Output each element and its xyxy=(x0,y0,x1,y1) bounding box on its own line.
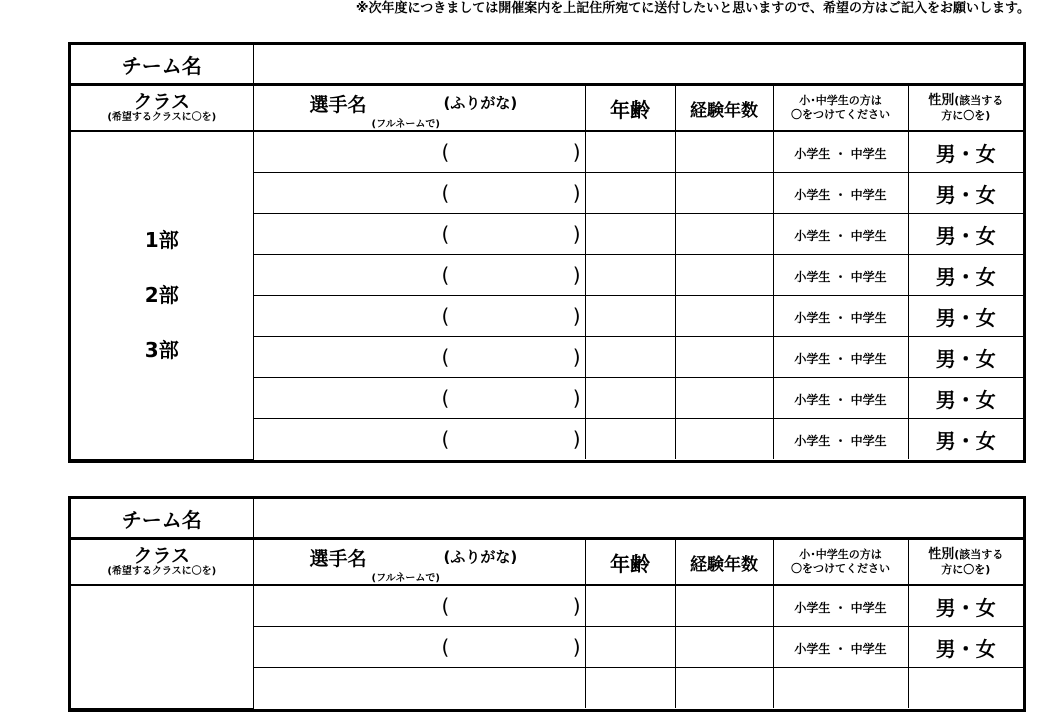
gender-choice[interactable]: 男・女 xyxy=(908,296,1023,337)
age-field[interactable] xyxy=(585,668,675,709)
player-name-field[interactable]: ( ) xyxy=(253,214,585,255)
team-name-field[interactable] xyxy=(253,499,1023,539)
gender-header: 性別(該当する 方に〇を) xyxy=(908,539,1023,586)
notice-text: ※次年度につきましては開催案内を上記住所宛てに送付したいと思いますので、希望の方はご記入をお願いします。 xyxy=(355,1,1030,16)
class-option-1[interactable]: 1部 xyxy=(144,227,179,252)
experience-field[interactable] xyxy=(675,585,773,627)
school-choice[interactable]: 小学生 ・ 中学生 xyxy=(773,296,908,337)
school-choice[interactable] xyxy=(773,668,908,709)
player-name-field[interactable]: ( ) xyxy=(253,627,585,668)
school-choice[interactable]: 小学生 ・ 中学生 xyxy=(773,627,908,668)
school-header: 小･中学生の方は 〇をつけてください xyxy=(773,539,908,586)
experience-field[interactable] xyxy=(675,173,773,214)
class-option-3[interactable]: 3部 xyxy=(144,337,179,362)
age-field[interactable] xyxy=(585,173,675,214)
gender-choice[interactable]: 男・女 xyxy=(908,214,1023,255)
age-field[interactable] xyxy=(585,419,675,460)
class-option-2[interactable]: 2部 xyxy=(144,282,179,307)
experience-field[interactable] xyxy=(675,419,773,460)
team-name-label: チーム名 xyxy=(71,499,253,539)
school-header: 小･中学生の方は 〇をつけてください xyxy=(773,85,908,132)
school-choice[interactable]: 小学生 ・ 中学生 xyxy=(773,255,908,296)
player-name-field[interactable]: ( ) xyxy=(253,337,585,378)
age-field[interactable] xyxy=(585,131,675,173)
gender-choice[interactable]: 男・女 xyxy=(908,378,1023,419)
class-header: クラス (希望するクラスに〇を) xyxy=(71,539,253,586)
entry-table xyxy=(71,45,1023,460)
gender-choice[interactable]: 男・女 xyxy=(908,585,1023,627)
team-name-field[interactable] xyxy=(253,45,1023,85)
experience-field[interactable] xyxy=(675,668,773,709)
team-name-label: チーム名 xyxy=(71,45,253,85)
experience-field[interactable] xyxy=(675,255,773,296)
gender-choice[interactable]: 男・女 xyxy=(908,173,1023,214)
class-selection[interactable] xyxy=(71,131,253,459)
experience-field[interactable] xyxy=(675,131,773,173)
player-name-field[interactable]: ( ) xyxy=(253,378,585,419)
class-header: クラス (希望するクラスに〇を) xyxy=(71,85,253,132)
experience-field[interactable] xyxy=(675,627,773,668)
age-field[interactable] xyxy=(585,378,675,419)
school-choice[interactable]: 小学生 ・ 中学生 xyxy=(773,378,908,419)
school-choice[interactable]: 小学生 ・ 中学生 xyxy=(773,585,908,627)
player-name-field[interactable]: ( ) xyxy=(253,585,585,627)
school-choice[interactable]: 小学生 ・ 中学生 xyxy=(773,214,908,255)
age-field[interactable] xyxy=(585,214,675,255)
gender-header: 性別(該当する 方に〇を) xyxy=(908,85,1023,132)
player-name-field[interactable]: ( ) xyxy=(253,255,585,296)
gender-choice[interactable]: 男・女 xyxy=(908,627,1023,668)
school-choice[interactable]: 小学生 ・ 中学生 xyxy=(773,337,908,378)
player-name-field[interactable]: ( ) xyxy=(253,173,585,214)
age-field[interactable] xyxy=(585,627,675,668)
gender-choice[interactable]: 男・女 xyxy=(908,255,1023,296)
age-field[interactable] xyxy=(585,585,675,627)
gender-choice[interactable] xyxy=(908,668,1023,709)
experience-field[interactable] xyxy=(675,214,773,255)
experience-field[interactable] xyxy=(675,337,773,378)
school-choice[interactable]: 小学生 ・ 中学生 xyxy=(773,173,908,214)
player-name-header: 選手名 (ふりがな) (フルネームで) xyxy=(253,85,585,132)
player-name-field[interactable]: ( ) xyxy=(253,131,585,173)
entry-table xyxy=(71,499,1023,709)
experience-field[interactable] xyxy=(675,378,773,419)
player-name-header: 選手名 (ふりがな) (フルネームで) xyxy=(253,539,585,586)
experience-header: 経験年数 xyxy=(675,539,773,586)
entry-form-2 xyxy=(68,496,1026,712)
experience-header: 経験年数 xyxy=(675,85,773,132)
player-name-field[interactable]: ( ) xyxy=(253,296,585,337)
age-field[interactable] xyxy=(585,337,675,378)
age-header: 年齢 xyxy=(585,539,675,586)
gender-choice[interactable]: 男・女 xyxy=(908,337,1023,378)
age-field[interactable] xyxy=(585,296,675,337)
gender-choice[interactable]: 男・女 xyxy=(908,419,1023,460)
gender-choice[interactable]: 男・女 xyxy=(908,131,1023,173)
age-field[interactable] xyxy=(585,255,675,296)
experience-field[interactable] xyxy=(675,296,773,337)
player-name-field[interactable]: ( ) xyxy=(253,419,585,460)
entry-form-1 xyxy=(68,42,1026,463)
school-choice[interactable]: 小学生 ・ 中学生 xyxy=(773,419,908,460)
player-name-field[interactable] xyxy=(253,668,585,709)
class-selection[interactable] xyxy=(71,585,253,708)
age-header: 年齢 xyxy=(585,85,675,132)
school-choice[interactable]: 小学生 ・ 中学生 xyxy=(773,131,908,173)
